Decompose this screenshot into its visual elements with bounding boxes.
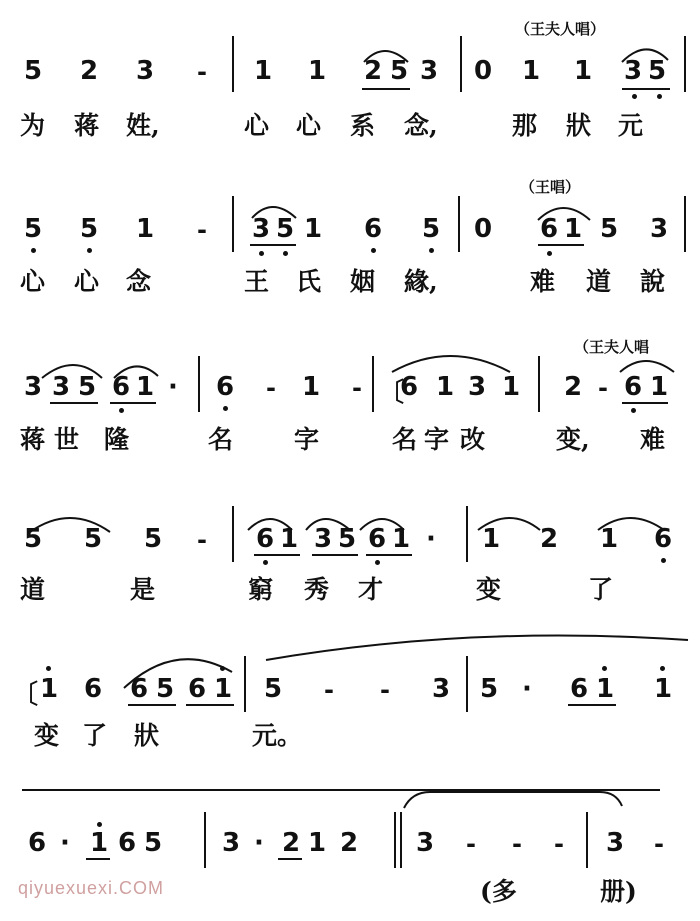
note: 3 xyxy=(135,56,155,86)
note: 2 xyxy=(539,524,559,554)
dot xyxy=(547,251,552,256)
note: 0 xyxy=(473,214,493,244)
note: 1 xyxy=(303,214,323,244)
lyric: 了 xyxy=(588,575,614,604)
underline xyxy=(538,244,584,246)
barline xyxy=(684,196,686,252)
lyric: 名 xyxy=(208,425,234,454)
note: 1 xyxy=(653,674,673,704)
note: 5 xyxy=(421,214,441,244)
lyric: 王 xyxy=(244,267,270,296)
barline xyxy=(232,196,234,252)
dot xyxy=(97,822,102,827)
lyric: (多 xyxy=(480,877,517,906)
note: 3 xyxy=(467,372,487,402)
note: 5 xyxy=(479,674,499,704)
lyric: 了 xyxy=(82,721,108,750)
lyric: 姻 xyxy=(350,267,376,296)
note: 1 xyxy=(89,828,109,858)
note: 5 xyxy=(143,524,163,554)
barline xyxy=(460,36,462,92)
lyric: 改 xyxy=(460,425,486,454)
lyric: 念, xyxy=(404,111,438,140)
note: 1 xyxy=(481,524,501,554)
lyric: 难 xyxy=(640,425,666,454)
note: 6 xyxy=(111,372,131,402)
note: 3 xyxy=(23,372,43,402)
barline xyxy=(538,356,540,412)
note: 3 xyxy=(649,214,669,244)
dot xyxy=(119,408,124,413)
note: 2 xyxy=(563,372,583,402)
note: 5 xyxy=(599,214,619,244)
note: 5 xyxy=(389,56,409,86)
note: 1 xyxy=(253,56,273,86)
lyric: 才 xyxy=(358,575,384,604)
barline xyxy=(458,196,460,252)
note: 1 xyxy=(521,56,541,86)
bracket: 〔 xyxy=(378,378,405,408)
lyric: 字 xyxy=(294,425,320,454)
underline xyxy=(312,554,358,556)
dot xyxy=(371,248,376,253)
dot xyxy=(429,248,434,253)
note: 5 xyxy=(263,674,283,704)
note: 2 xyxy=(339,828,359,858)
note: 3 xyxy=(605,828,625,858)
underline xyxy=(50,402,98,404)
lyric: 氏 xyxy=(296,267,322,296)
lyric: 册) xyxy=(600,877,637,906)
note: 5 xyxy=(83,524,103,554)
underline xyxy=(622,88,670,90)
barline xyxy=(684,36,686,92)
lyric: 为 xyxy=(20,111,46,140)
note: 6 xyxy=(27,828,47,858)
lyric: 窮 xyxy=(248,575,274,604)
note: · xyxy=(168,372,178,402)
lyric: 那 xyxy=(512,111,538,140)
note: 5 xyxy=(79,214,99,244)
lyric: 元。 xyxy=(252,721,303,750)
dot xyxy=(223,406,228,411)
note: 2 xyxy=(281,828,301,858)
bracket: 〔 xyxy=(12,680,39,710)
lyric: 道 xyxy=(586,267,612,296)
note: 6 xyxy=(569,674,589,704)
note: 3 xyxy=(51,372,71,402)
note: · xyxy=(522,674,532,704)
note: 1 xyxy=(573,56,593,86)
note: 3 xyxy=(623,56,643,86)
lyric: 心 xyxy=(296,111,322,140)
barline xyxy=(394,812,396,868)
dot xyxy=(660,666,665,671)
underline xyxy=(366,554,412,556)
barline xyxy=(466,656,468,712)
dot xyxy=(661,558,666,563)
barline xyxy=(466,506,468,562)
note: 5 xyxy=(647,56,667,86)
lyric: 心 xyxy=(244,111,270,140)
lyric: 狀 xyxy=(566,111,592,140)
lyric: 变 xyxy=(476,575,502,604)
lyric: 隆 xyxy=(104,425,130,454)
dash: - xyxy=(352,374,362,402)
dot xyxy=(632,94,637,99)
note: · xyxy=(254,828,264,858)
dash: - xyxy=(598,374,608,402)
underline xyxy=(128,704,176,706)
note: 1 xyxy=(595,674,615,704)
note: 6 xyxy=(539,214,559,244)
barline xyxy=(586,812,588,868)
note: 3 xyxy=(415,828,435,858)
note: 6 xyxy=(363,214,383,244)
note: 1 xyxy=(307,828,327,858)
note: 6 xyxy=(255,524,275,554)
note: 5 xyxy=(337,524,357,554)
underline xyxy=(568,704,616,706)
dot xyxy=(283,251,288,256)
note: 1 xyxy=(301,372,321,402)
dash: - xyxy=(554,830,564,858)
underline xyxy=(110,402,156,404)
dot xyxy=(263,560,268,565)
note: 1 xyxy=(213,674,233,704)
lyric: 道 xyxy=(20,575,46,604)
lyric: 是 xyxy=(130,575,156,604)
note: 6 xyxy=(83,674,103,704)
note: 5 xyxy=(155,674,175,704)
note: 5 xyxy=(23,56,43,86)
note: 1 xyxy=(649,372,669,402)
note: · xyxy=(60,828,70,858)
lyric: 緣, xyxy=(404,267,438,296)
note: 3 xyxy=(431,674,451,704)
dot xyxy=(87,248,92,253)
note: 5 xyxy=(23,524,43,554)
note: 6 xyxy=(215,372,235,402)
barline xyxy=(400,812,402,868)
dash: - xyxy=(654,830,664,858)
dot xyxy=(375,560,380,565)
lyric: 秀 xyxy=(304,575,330,604)
lyric: 元 xyxy=(618,111,644,140)
note: 6 xyxy=(129,674,149,704)
note: 2 xyxy=(79,56,99,86)
note: 1 xyxy=(563,214,583,244)
note: 1 xyxy=(39,674,59,704)
singer-label: （王唱） xyxy=(520,178,581,196)
dot xyxy=(602,666,607,671)
note: 6 xyxy=(187,674,207,704)
watermark: qiyuexuexi.COM xyxy=(18,878,165,898)
lyric: 世 xyxy=(54,425,80,454)
lyric: 姓, xyxy=(126,111,160,140)
underline xyxy=(86,858,110,860)
lyric: 变 xyxy=(34,721,60,750)
dot xyxy=(657,94,662,99)
note: 5 xyxy=(77,372,97,402)
note: 1 xyxy=(135,214,155,244)
note: 6 xyxy=(399,372,419,402)
barline xyxy=(244,656,246,712)
barline xyxy=(204,812,206,868)
dot xyxy=(220,666,225,671)
singer-label: （王夫人唱 xyxy=(574,338,650,356)
lyric: 字 xyxy=(424,425,450,454)
lyric: 狀 xyxy=(134,721,160,750)
dot xyxy=(31,248,36,253)
note: 3 xyxy=(221,828,241,858)
dot xyxy=(46,666,51,671)
underline xyxy=(254,554,300,556)
dash: - xyxy=(197,58,207,86)
underline xyxy=(278,858,302,860)
note: 2 xyxy=(363,56,383,86)
note: 1 xyxy=(307,56,327,86)
dot xyxy=(259,251,264,256)
lyric: 难 xyxy=(530,267,556,296)
underline xyxy=(250,244,296,246)
lyric: 心 xyxy=(20,267,46,296)
note: · xyxy=(426,524,436,554)
underline xyxy=(362,88,410,90)
dot xyxy=(631,408,636,413)
dash: - xyxy=(324,676,334,704)
lyric: 系 xyxy=(350,111,376,140)
dash: - xyxy=(266,374,276,402)
note: 1 xyxy=(501,372,521,402)
note: 6 xyxy=(117,828,137,858)
dash: - xyxy=(197,526,207,554)
note: 1 xyxy=(135,372,155,402)
underline xyxy=(622,402,668,404)
note: 3 xyxy=(419,56,439,86)
lyric: 說 xyxy=(640,267,666,296)
lyric: 蒋 xyxy=(20,425,46,454)
note: 1 xyxy=(435,372,455,402)
note: 5 xyxy=(143,828,163,858)
note: 6 xyxy=(653,524,673,554)
dash: - xyxy=(197,216,207,244)
singer-label: （王夫人唱） xyxy=(515,20,606,38)
barline xyxy=(198,356,200,412)
barline xyxy=(232,36,234,92)
dash: - xyxy=(466,830,476,858)
lyric: 名 xyxy=(392,425,418,454)
lyric: 变, xyxy=(556,425,590,454)
underline xyxy=(186,704,234,706)
barline xyxy=(372,356,374,412)
note: 1 xyxy=(391,524,411,554)
note: 6 xyxy=(623,372,643,402)
lyric: 念 xyxy=(126,267,152,296)
note: 1 xyxy=(279,524,299,554)
lyric: 蒋 xyxy=(74,111,100,140)
barline xyxy=(232,506,234,562)
note: 0 xyxy=(473,56,493,86)
dash: - xyxy=(512,830,522,858)
note: 1 xyxy=(599,524,619,554)
note: 3 xyxy=(313,524,333,554)
note: 6 xyxy=(367,524,387,554)
note: 5 xyxy=(275,214,295,244)
dash: - xyxy=(380,676,390,704)
note: 3 xyxy=(251,214,271,244)
note: 5 xyxy=(23,214,43,244)
lyric: 心 xyxy=(74,267,100,296)
